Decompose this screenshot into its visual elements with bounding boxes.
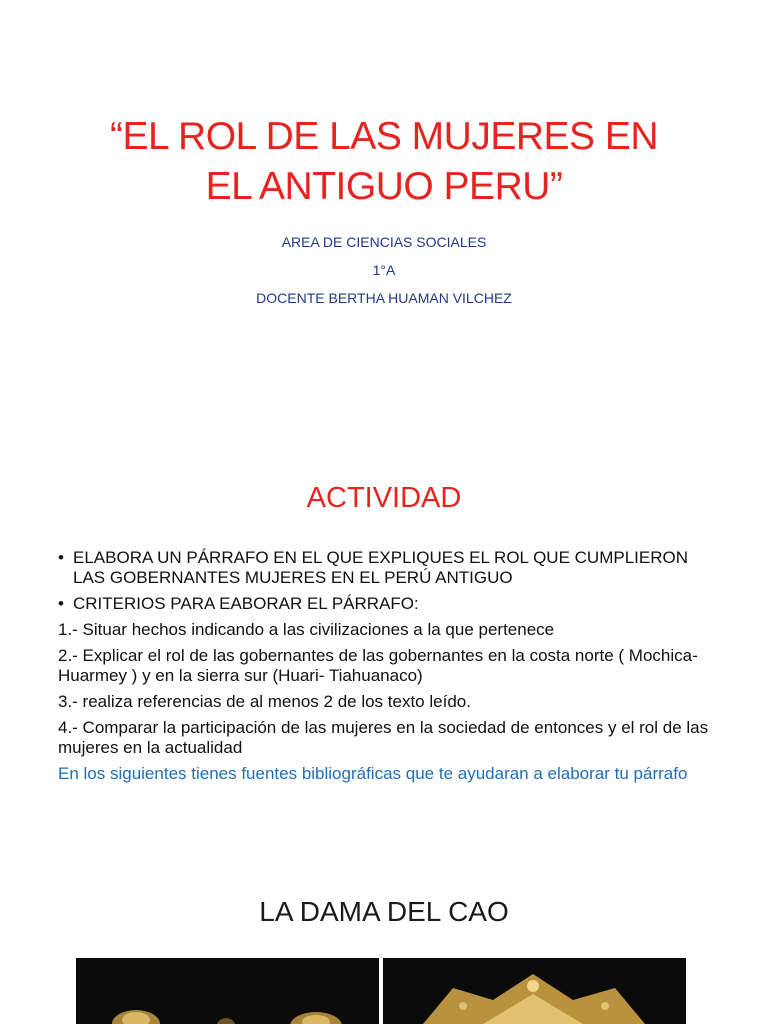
bullet-text: ELABORA UN PÁRRAFO EN EL QUE EXPLIQUES EL ROL QUE CUMPLIERON LAS GOBERNANTES MUJERES EN EL PERÚ ANTIGUO — [73, 548, 688, 587]
bullet-dot: • — [58, 594, 64, 613]
gold-ornament-left-icon — [76, 958, 379, 1024]
bullet-item — [58, 594, 718, 614]
activity-title: ACTIVIDAD — [306, 482, 462, 514]
dama-title: LA DAMA DEL CAO — [259, 896, 509, 927]
gold-ornament-left-image — [76, 958, 379, 1024]
bullet-text: CRITERIOS PARA EABORAR EL PÁRRAFO: — [73, 594, 419, 613]
criteria-item-1: 1.- Situar hechos indicando a las civilizaciones a la que pertenece — [58, 620, 555, 639]
activity-content — [58, 548, 718, 790]
bullet-dot: • — [58, 548, 64, 567]
bibliography-note: En los siguientes tienes fuentes bibliográficas que te ayudaran a elaborar tu párrafo — [58, 764, 688, 783]
grade-label: 1°A — [372, 262, 396, 278]
title-line-2: EL ANTIGUO PERU” — [205, 165, 563, 208]
criteria-item-3: 3.- realiza referencias de al menos 2 de los texto leído. — [58, 692, 471, 711]
photo-strip — [76, 958, 686, 1024]
criteria-item-4: 4.- Comparar la participación de las mujeres en la sociedad de entonces y el rol de las mujeres en la actualidad — [58, 718, 709, 757]
teacher-label: DOCENTE BERTHA HUAMAN VILCHEZ — [256, 290, 512, 306]
page-title — [0, 112, 768, 212]
criteria-item-2: 2.- Explicar el rol de las gobernantes de las gobernantes en la costa norte ( Mochica-Huarmey ) y en la sierra sur (Huari- Tiahuanaco) — [58, 646, 698, 685]
cover-subtitle — [0, 228, 768, 312]
gold-ornament-right-icon — [383, 958, 686, 1024]
bullet-item — [58, 548, 718, 588]
gold-ornament-right-image — [383, 958, 686, 1024]
title-line-1: “EL ROL DE LAS MUJERES EN — [109, 115, 659, 158]
area-label: AREA DE CIENCIAS SOCIALES — [281, 234, 487, 250]
